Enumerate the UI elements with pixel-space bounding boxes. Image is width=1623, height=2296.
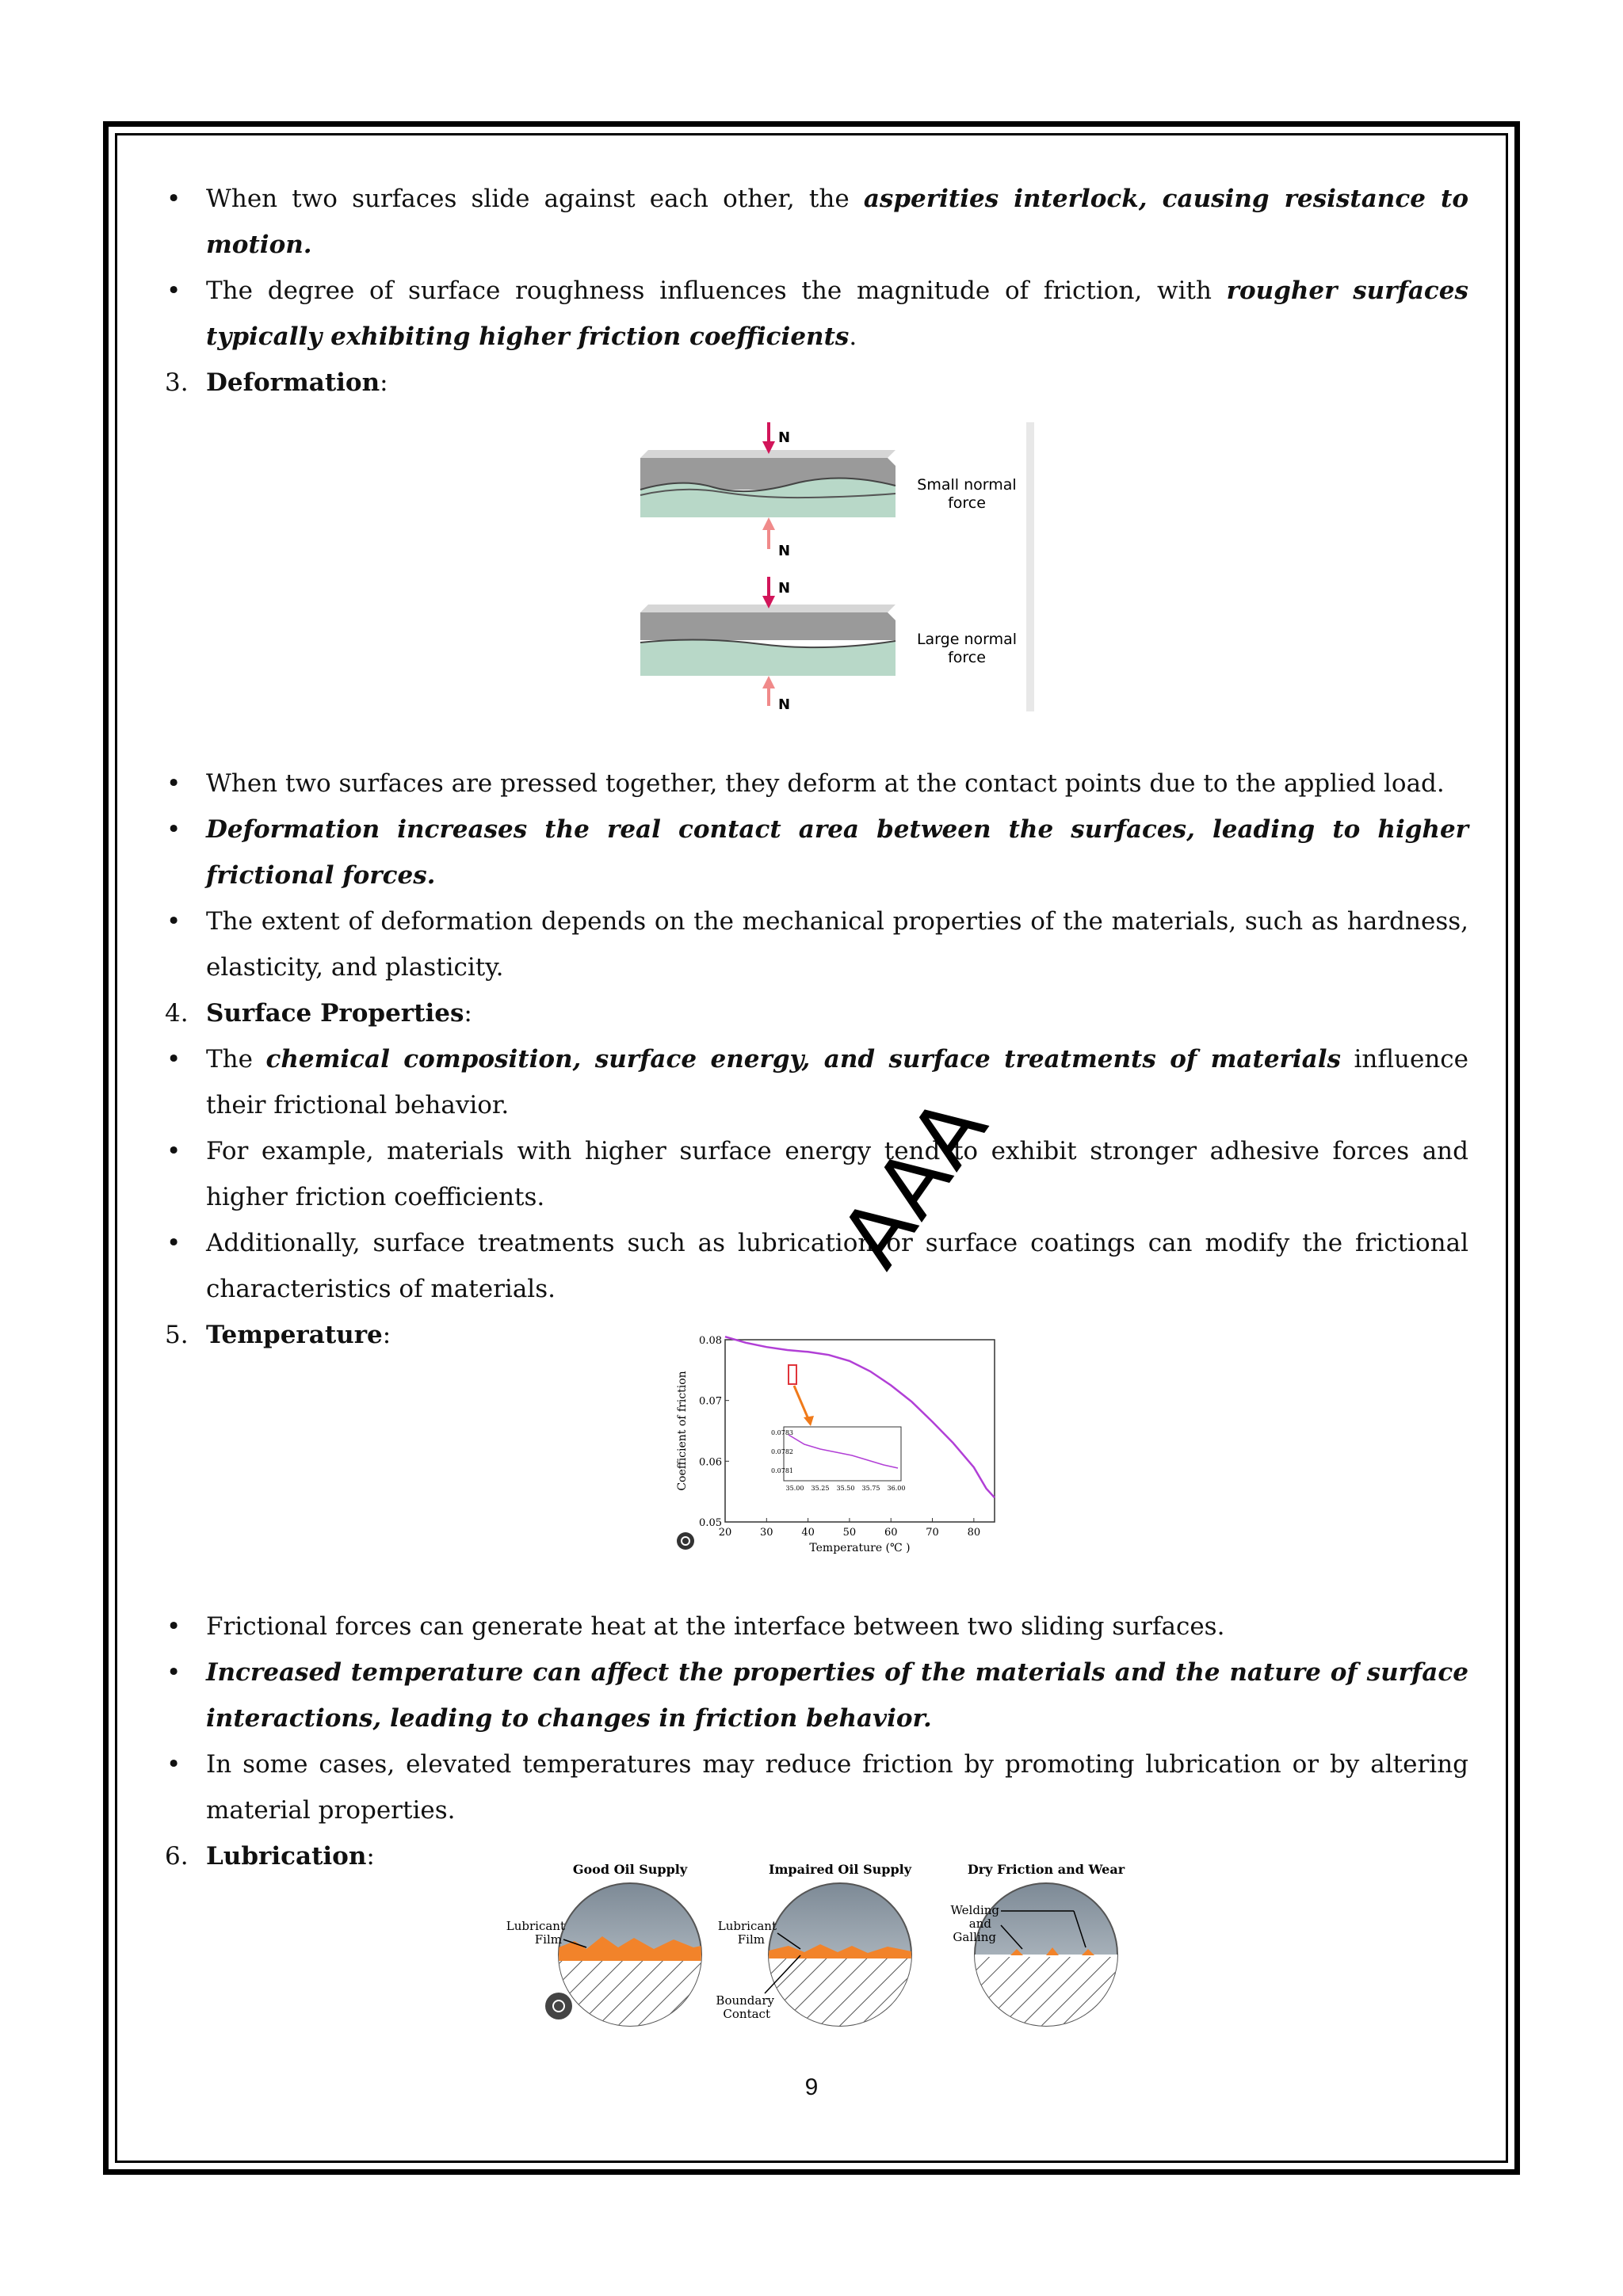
label-large-force: force: [948, 649, 986, 666]
heading-surface-properties: [165, 990, 1468, 1036]
body-text: When two surfaces are pressed together, they deform at the contact points due to the applied load.: [206, 769, 1445, 798]
inset-x-tick-label: 35.50: [836, 1485, 855, 1492]
page-number: 9: [804, 2074, 819, 2100]
label-lubricant-film-1: Lubricant: [506, 1919, 565, 1933]
x-tick-label: 50: [842, 1527, 857, 1539]
body-text: In some cases, elevated temperatures may reduce friction by promoting lubrication or by altering material properties.: [206, 1750, 1468, 1825]
bullet-extent-deformation: [165, 898, 1468, 990]
label-n-bottom: N: [778, 580, 791, 597]
section-title: Lubrication: [206, 1842, 367, 1871]
temperature-friction-chart: [670, 1333, 1002, 1558]
bullet-chemical-composition: [165, 1036, 1468, 1128]
label-n-top: N: [778, 429, 791, 446]
x-tick-label: 80: [967, 1527, 981, 1539]
y-tick-label: 0.06: [699, 1456, 722, 1469]
inset-x-tick-label: 35.00: [785, 1485, 804, 1492]
inset-y-tick-label: 0.0781: [771, 1467, 793, 1474]
lens-icon[interactable]: [677, 1532, 694, 1550]
label-small-normal: Small normal: [917, 476, 1017, 494]
label-film-2: Film: [737, 1932, 765, 1947]
inset-x-tick-label: 35.25: [811, 1485, 830, 1492]
lubrication-figure: [506, 1854, 1153, 2044]
title-good-oil: Good Oil Supply: [572, 1862, 688, 1877]
y-axis-label: Coefficient of friction: [676, 1371, 689, 1491]
x-tick-label: 40: [801, 1527, 815, 1539]
section-colon: :: [380, 368, 388, 397]
body-text: The: [206, 1045, 266, 1074]
bullet-surface-energy: [165, 1128, 1468, 1220]
inset-y-tick-label: 0.0782: [771, 1448, 793, 1455]
emphasis-text: Increased temperature can affect the properties of the materials and the nature of surface interactions, leading to changes in friction behavior.: [206, 1658, 1468, 1733]
body-text: The degree of surface roughness influences the magnitude of friction, with: [206, 277, 1227, 305]
x-tick-label: 20: [718, 1527, 732, 1539]
label-n-top-bottom: N: [778, 543, 791, 559]
deformation-figure: [634, 422, 1038, 711]
label-galling: Galling: [953, 1930, 996, 1944]
section-colon: :: [464, 999, 472, 1028]
watermark: AAA: [822, 1080, 1007, 1285]
emphasis-text: chemical composition, surface energy, and surface treatments of materials: [265, 1045, 1341, 1074]
body-text: influence their frictional behavior.: [206, 1045, 1468, 1119]
label-boundary: Boundary: [716, 1993, 774, 2008]
label-and: and: [968, 1917, 991, 1931]
heading-deformation: [165, 360, 1468, 406]
inset-x-tick-label: 35.75: [861, 1485, 880, 1492]
lens-icon-2[interactable]: [545, 1993, 572, 2019]
section-title: Surface Properties: [206, 999, 464, 1028]
label-film-1: Film: [534, 1932, 562, 1947]
y-tick-label: 0.07: [699, 1395, 722, 1408]
list-number: 4.: [165, 999, 189, 1028]
x-axis-label: Temperature (℃ ): [809, 1542, 911, 1554]
label-welding: Welding: [950, 1903, 999, 1917]
body-text: For example, materials with higher surface energy tend to exhibit stronger adhesive forces and higher friction coefficients.: [206, 1137, 1468, 1211]
label-n-bottom-bottom: N: [778, 696, 791, 713]
emphasis-text: rougher surfaces typically exhibiting higher friction coefficients: [206, 277, 1468, 351]
emphasis-text: Deformation increases the real contact area between the surfaces, leading to higher frictional forces.: [206, 815, 1468, 890]
section-colon: :: [382, 1321, 391, 1349]
body-text: The extent of deformation depends on the mechanical properties of the materials, such as hardness, elasticity, and plasticity.: [206, 907, 1468, 982]
section-colon: :: [366, 1842, 375, 1871]
bullet-asperities: [165, 176, 1468, 268]
body-text: Frictional forces can generate heat at the interface between two sliding surfaces.: [206, 1612, 1225, 1641]
inset-y-tick-label: 0.0783: [771, 1429, 793, 1436]
bullet-roughness: [165, 268, 1468, 360]
label-large-normal: Large normal: [916, 631, 1018, 648]
section-title: Deformation: [206, 368, 380, 397]
bullet-heat: [165, 1604, 1468, 1650]
label-lubricant-film-2: Lubricant: [717, 1919, 777, 1933]
list-number: 5.: [165, 1321, 189, 1349]
body-text: When two surfaces slide against each other, the: [206, 185, 864, 213]
bullet-pressed-together: [165, 761, 1468, 807]
bullet-increased-temperature: [165, 1650, 1468, 1741]
body-text: Additionally, surface treatments such as lubrication or surface coatings can modify the frictional characteristics of materials.: [206, 1229, 1468, 1303]
list-number: 3.: [165, 368, 189, 397]
bullet-surface-treatments: [165, 1220, 1468, 1312]
x-tick-label: 60: [884, 1527, 898, 1539]
section-title: Temperature: [206, 1321, 383, 1349]
label-small-force: force: [948, 494, 986, 512]
y-tick-label: 0.05: [699, 1517, 722, 1529]
list-number: 6.: [165, 1842, 189, 1871]
bullet-contact-area: [165, 807, 1468, 898]
y-tick-label: 0.08: [699, 1335, 722, 1347]
label-contact: Contact: [723, 2007, 770, 2021]
body-text: .: [849, 322, 857, 351]
inset-x-tick-label: 36.00: [887, 1485, 906, 1492]
x-tick-label: 30: [760, 1527, 773, 1539]
x-tick-label: 70: [926, 1527, 939, 1539]
title-dry-friction: Dry Friction and Wear: [967, 1862, 1125, 1877]
bullet-elevated-temperature: [165, 1741, 1468, 1833]
title-impaired-oil: Impaired Oil Supply: [768, 1862, 912, 1877]
emphasis-text: asperities interlock, causing resistance to motion.: [206, 185, 1469, 259]
